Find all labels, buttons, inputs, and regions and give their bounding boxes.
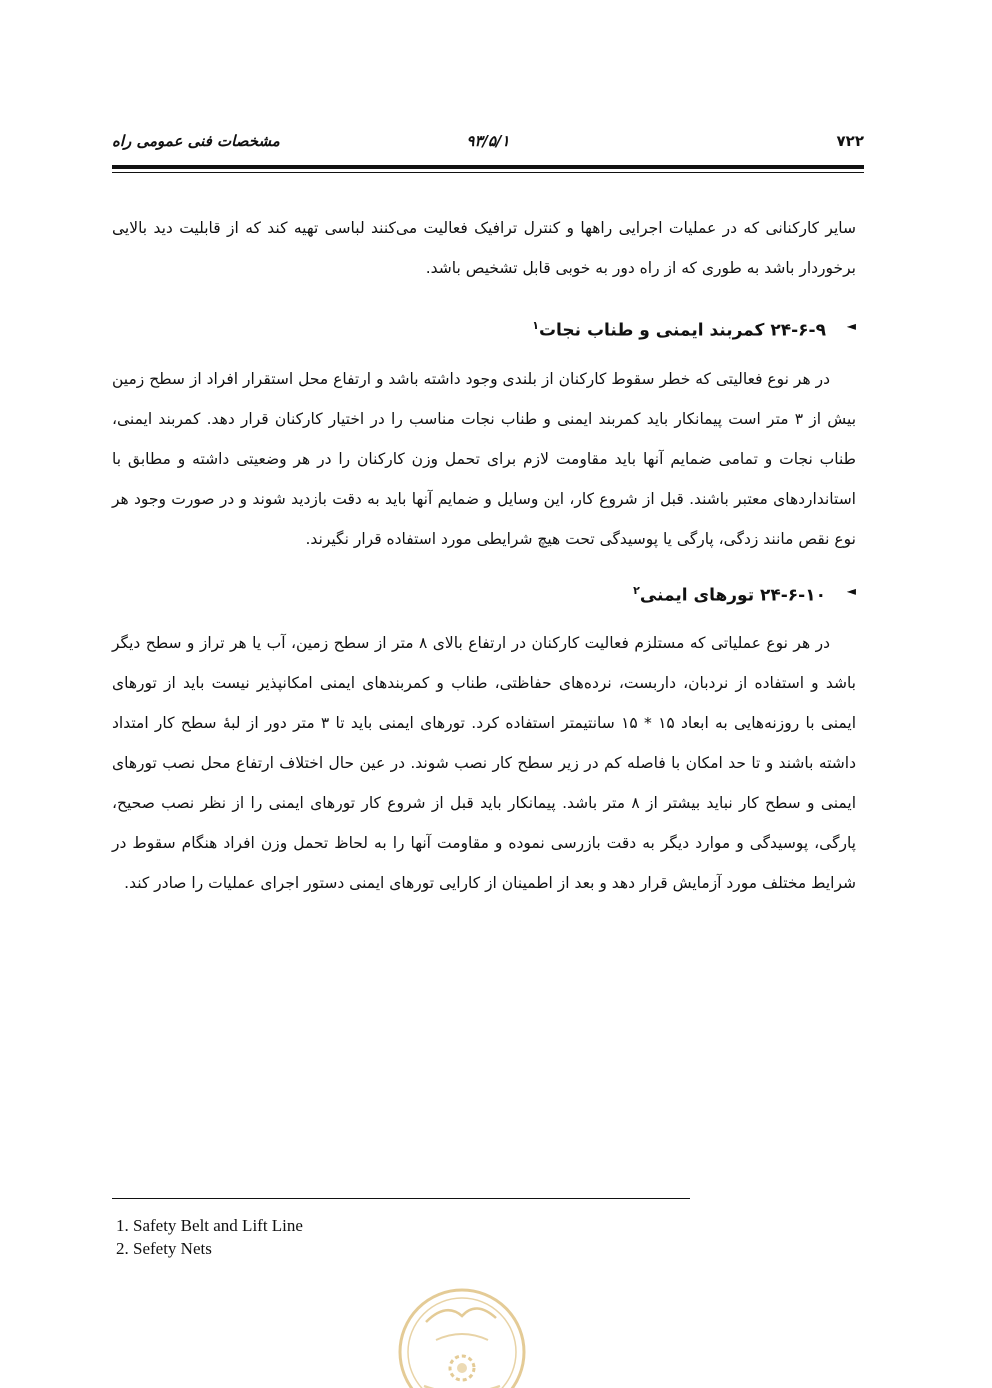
- intro-paragraph: سایر کارکنانی که در عملیات اجرایی راهها و کنترل ترافیک فعالیت می‌کنند لباسی تهیه کند که از قابلیت دید بالایی برخوردار باشد به طوری که از راه دور به خوبی قابل تشخیص باشد.: [112, 219, 856, 277]
- header-rule-thin: [112, 172, 864, 173]
- header-rule-thick: [112, 165, 864, 169]
- section-9-body: در هر نوع فعالیتی که خطر سقوط کارکنان از بلندی وجود داشته باشد و ارتفاع محل استقرار افراد از سطح زمین بیش از ۳ متر است پیمانکار باید کمربند ایمنی و طناب نجات مناسب را در اختیار کارکنان قرار دهد. کمربند ایمنی، طناب نجات و تمامی ضمایم آنها باید مقاومت لازم برای تحمل وزن کارکنان را در هر وضعیتی داشته و مطابق با استانداردهای معتبر باشند. قبل از شروع کار، این وسایل و ضمایم آنها باید به دقت بازدید شوند و در صورت وجود هر نوع نقص مانند زدگی، پارگی یا پوسیدگی تحت هیچ شرایطی مورد استفاده قرار نگیرند.: [112, 369, 857, 548]
- section-9-heading: [112, 304, 856, 353]
- section-10-body: در هر نوع عملیاتی که مستلزم فعالیت کارکنان در ارتفاع بالای ۸ متر از سطح زمین، آب یا هر تراز و سطح دیگر باشد و استفاده از نردبان، داربست، نرده‌های حفاظتی، طناب و کمربندهای ایمنی امکانپذیر نیست باید از تورهای ایمنی با روزنه‌هایی به ابعاد ۱۵ * ۱۵ سانتیمتر استفاده کرد. تورهای ایمنی باید تا ۳ متر دور از لبهٔ سطح کار امتداد داشته باشند و تا حد امکان با فاصله کم در زیر سطح کار نصب شوند. در عین حال اختلاف ارتفاع محل نصب تورهای ایمنی و سطح کار نباید بیشتر از ۸ متر باشد. پیمانکار باید قبل از شروع کار تورهای ایمنی را از نظر نصب صحیح، پارگی، پوسیدگی و موارد دیگر به دقت بازرسی نموده و مقاومت آنها را به لحاظ تحمل وزن افراد هنگام سقوط در شرایط مختلف مورد آزمایش قرار دهد و بعد از اطمینان از کارایی تورهای ایمنی دستور اجرای عملیات را صادر کند.: [112, 634, 857, 893]
- document-title: مشخصات فنی عمومی راه: [112, 132, 280, 150]
- header-date: ۹۳/۵/۱: [466, 132, 510, 150]
- section-10-title: ۲۴-۶-۱۰ تورهای ایمنی: [639, 585, 826, 606]
- footnotes: [116, 1214, 303, 1260]
- footnote-2: 2. Sefety Nets: [116, 1239, 212, 1258]
- bullet-arrow-icon: ◄: [846, 583, 856, 598]
- footnote-separator: [112, 1198, 690, 1199]
- watermark-seal-icon: [396, 1282, 528, 1388]
- footnote-1: 1. Safety Belt and Lift Line: [116, 1216, 303, 1235]
- section-10-heading: [112, 569, 856, 618]
- section-9-title: ۲۴-۶-۹ کمربند ایمنی و طناب نجات: [538, 320, 826, 341]
- page-number: ۷۲۲: [836, 132, 864, 150]
- footnote-ref-2: ۲: [633, 583, 640, 597]
- page-body: [112, 208, 856, 903]
- page-header: [112, 128, 864, 162]
- bullet-arrow-icon: ◄: [846, 319, 856, 333]
- footnote-ref-1: ۱: [532, 319, 539, 332]
